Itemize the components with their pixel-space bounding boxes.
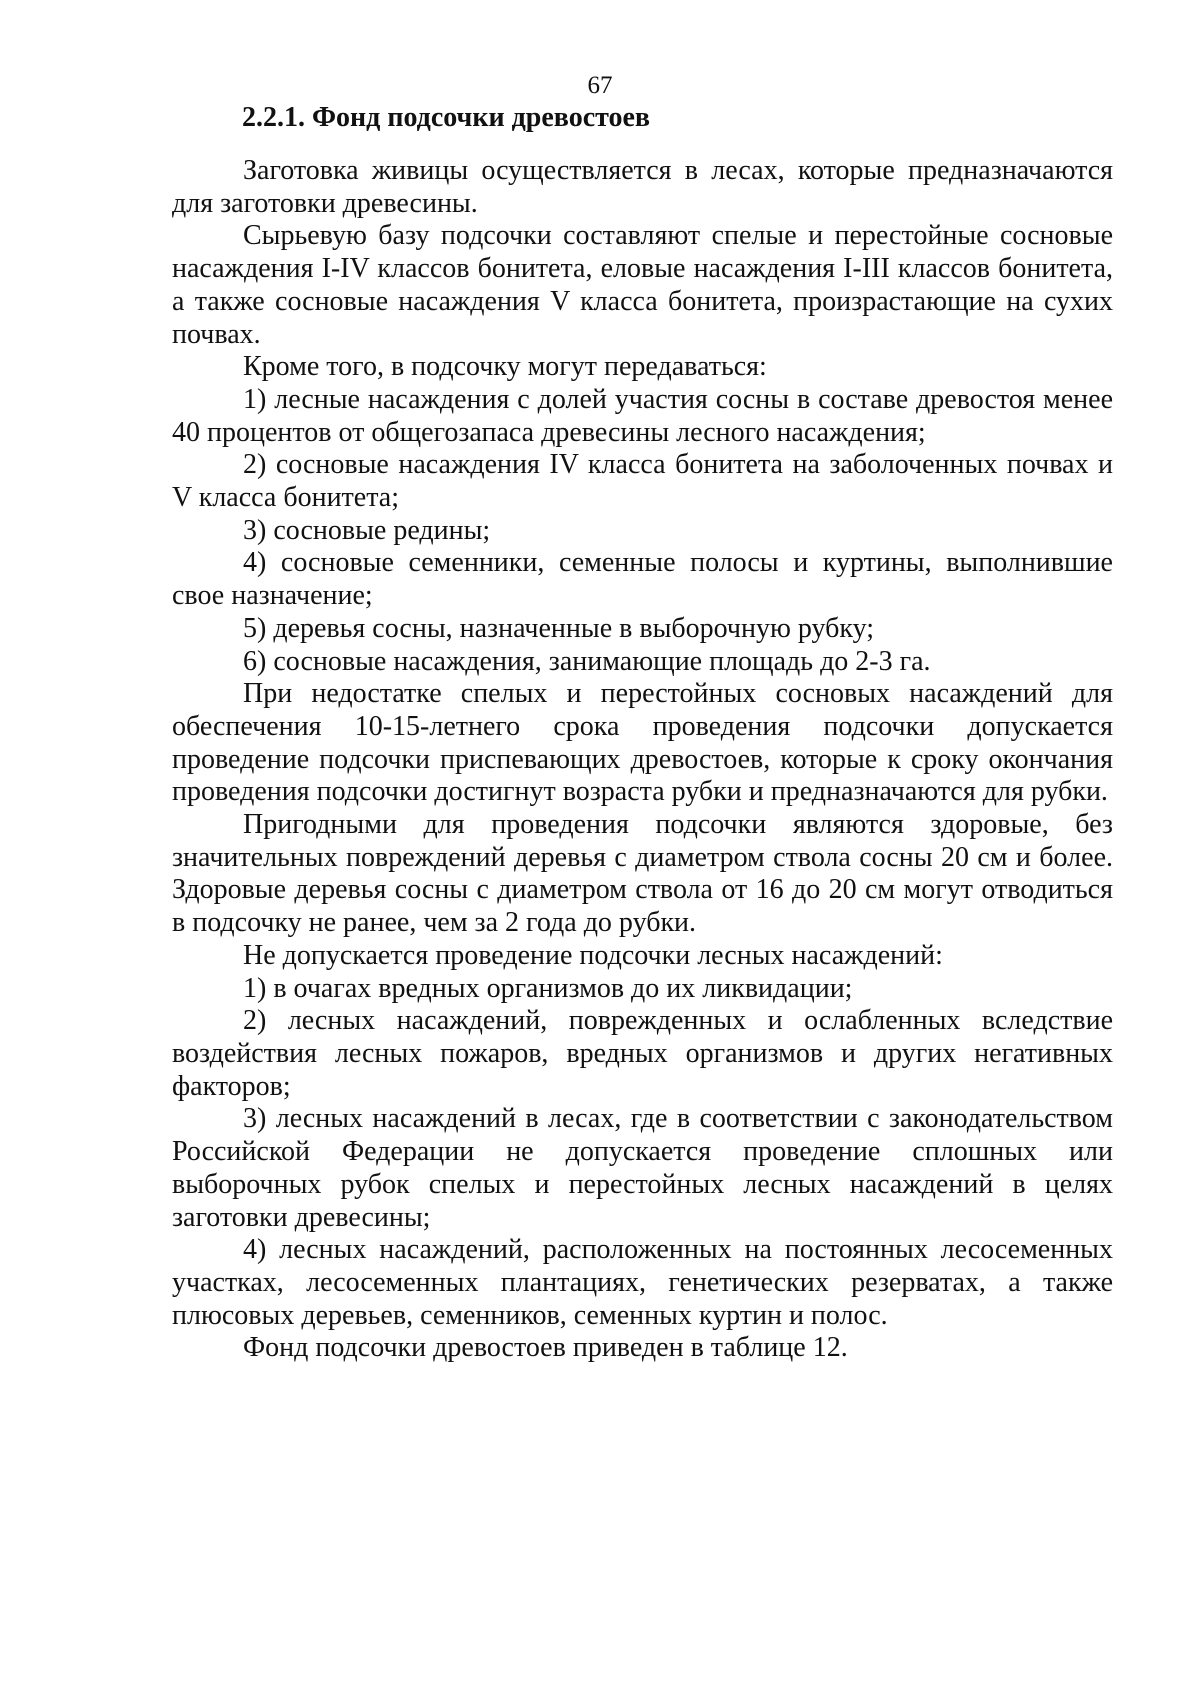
paragraph: Сырьевую базу подсочки составляют спелые и перестойные сосновые насаждения I-IV классов бонитета, еловые насаждения I-III классов бонитета, а также сосновые насаждения V класса бонитета, произрастающие на сухих почвах. [172, 220, 1113, 350]
list-item: 5) деревья сосны, назначенные в выборочную рубку; [243, 612, 875, 644]
paragraph: При недостатке спелых и перестойных сосновых насаждений для обеспечения 10-15-летнего срока проведения подсочки допускается проведение подсочки приспевающих древостоев, которые к сроку окончания проведения подсочки достигнут возраста рубки и предназначаются для рубки. [172, 678, 1113, 808]
paragraph: Не допускается проведение подсочки лесных насаждений: [243, 939, 943, 971]
paragraph: Заготовка живицы осуществляется в лесах, которые предназначаются для заготовки древесины. [172, 155, 1113, 219]
section-heading: 2.2.1. Фонд подсочки древостоев [242, 102, 651, 133]
body-text [172, 155, 1113, 1365]
paragraph: Пригодными для проведения подсочки являются здоровые, без значительных повреждений деревья с диаметром ствола сосны 20 см и более. Здоровые деревья сосны с диаметром ствола от 16 до 20 см могут отводиться в подсочку не ранее, чем за 2 года до рубки. [172, 809, 1113, 939]
list-item: 2) сосновые насаждения IV класса бонитета на заболоченных почвах и V класса бонитета; [172, 449, 1113, 514]
list-item: 2) лесных насаждений, поврежденных и ослабленных вследствие воздействия лесных пожаров, вредных организмов и других негативных факторов; [172, 1005, 1113, 1102]
list-item: 4) сосновые семенники, семенные полосы и куртины, выполнившие свое назначение; [172, 547, 1113, 612]
list-item: 1) в очагах вредных организмов до их ликвидации; [243, 972, 853, 1004]
paragraph: Фонд подсочки древостоев приведен в таблице 12. [243, 1332, 848, 1364]
page-number: 67 [587, 72, 613, 99]
list-item: 3) сосновые редины; [243, 514, 491, 546]
list-item: 6) сосновые насаждения, занимающие площадь до 2-3 га. [243, 645, 931, 677]
paragraph: Кроме того, в подсочку могут передаваться: [243, 351, 767, 383]
list-item: 3) лесных насаждений в лесах, где в соответствии с законодательством Российской Федерации не допускается проведение сплошных или выборочных рубок спелых и перестойных лесных насаждений в целях заготовки древесины; [172, 1103, 1113, 1233]
list-item: 1) лесные насаждения с долей участия сосны в составе древостоя менее 40 процентов от общегозапаса древесины лесного насаждения; [172, 383, 1113, 448]
list-item: 4) лесных насаждений, расположенных на постоянных лесосеменных участках, лесосеменных плантациях, генетических резерватах, а также плюсовых деревьев, семенников, семенных куртин и полос. [172, 1234, 1113, 1331]
